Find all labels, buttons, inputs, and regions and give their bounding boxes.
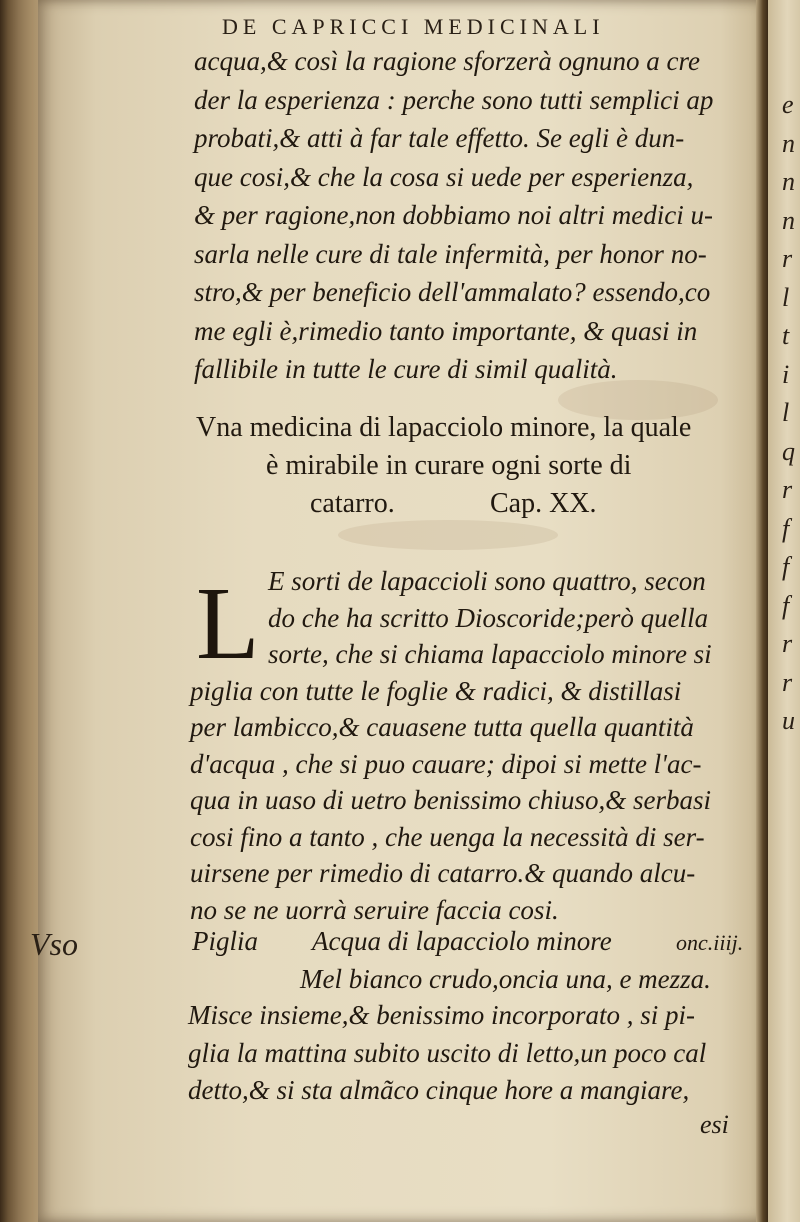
chapter-line-6: d'acqua , che si puo cauare; dipoi si mette l'ac- — [190, 748, 702, 779]
chapter-line-3: sorte, che si chiama lapacciolo minore si — [268, 639, 712, 669]
chapter-line-9: uirsene per rimedio di catarro.& quando alcu- — [190, 858, 696, 888]
drop-cap: L — [196, 566, 260, 681]
next-page-char: r — [782, 667, 793, 697]
next-page-char: r — [782, 244, 793, 273]
margin-note: Vso — [30, 926, 78, 962]
chapter-heading-line-2: è mirabile in curare ogni sorte di — [266, 450, 632, 481]
body-line-7: stro,& per beneficio dell'ammalato? essendo,co — [194, 277, 711, 307]
recipe-item-1-quantity: onc.iiij. — [676, 930, 744, 955]
chapter-line-8: cosi fino a tanto , che uenga la necessità di ser- — [190, 821, 705, 852]
next-page-char: t — [782, 321, 790, 350]
chapter-line-1: E sorti de lapaccioli sono quattro, secon — [268, 566, 706, 596]
next-page-char: q — [782, 436, 795, 466]
chapter-heading-line-3: catarro. — [310, 488, 395, 519]
body-line-8: me egli è,rimedio tanto importante, & quasi in — [194, 315, 698, 346]
body-line-2: der la esperienza : perche sono tutti semplici ap — [194, 84, 714, 115]
recipe-piglia: Piglia — [192, 926, 258, 956]
body-line-9: fallibile in tutte le cure di simil qualità. — [194, 354, 618, 384]
book-left-edge — [0, 0, 42, 1222]
next-page-char: f — [782, 590, 790, 620]
next-page-edge — [768, 0, 800, 1222]
chapter-line-10: no se ne uorrà seruire faccia cosi. — [190, 894, 559, 925]
closing-line-2: glia la mattina subito uscito di letto,un poco cal — [188, 1037, 707, 1068]
next-page-char: l — [782, 398, 790, 427]
next-page-char: r — [782, 475, 793, 504]
chapter-line-7: qua in uaso di uetro benissimo chiuso,& serbasi — [190, 785, 712, 815]
body-line-3: probati,& atti à far tale effetto. Se egli è dun- — [194, 123, 685, 153]
next-page-char: l — [782, 282, 790, 312]
catchword: esi — [700, 1110, 729, 1139]
closing-line-1: Misce insieme,& benissimo incorporato , si pi- — [188, 1000, 695, 1030]
paper-stain — [338, 520, 558, 550]
chapter-number: Cap. XX. — [490, 488, 597, 519]
chapter-line-4: piglia con tutte le foglie & radici, & distillasi — [190, 675, 682, 706]
body-line-4: que cosi,& che la cosa si uede per esperienza, — [194, 161, 694, 192]
next-page-char: r — [782, 629, 793, 658]
chapter-line-5: per lambicco,& cauasene tutta quella quantità — [190, 712, 694, 742]
next-page-char: u — [782, 706, 795, 735]
body-line-6: sarla nelle cure di tale infermità, per honor no- — [194, 238, 707, 269]
chapter-heading-line-1: Vna medicina di lapacciolo minore, la quale — [196, 412, 692, 443]
recipe-item-2: Mel bianco crudo,oncia una, e mezza. — [300, 964, 711, 994]
recipe-item-1: Acqua di lapacciolo minore — [312, 926, 612, 956]
next-page-char: i — [782, 359, 790, 389]
next-page-char: e — [782, 90, 794, 119]
body-line-1: acqua,& così la ragione sforzerà ognuno a cre — [194, 46, 700, 76]
next-page-char: f — [782, 552, 790, 581]
next-page-char: f — [782, 513, 790, 543]
body-line-5: & per ragione,non dobbiamo noi altri medici u- — [194, 200, 713, 230]
chapter-line-2: do che ha scritto Dioscoride;però quella — [268, 602, 709, 633]
next-page-char: n — [782, 128, 795, 158]
next-page-char: n — [782, 205, 795, 235]
running-head: DE CAPRICCI MEDICINALI — [222, 14, 605, 39]
next-page-char: n — [782, 167, 795, 196]
closing-line-3: detto,& si sta almãco cinque hore a mangiare, — [188, 1075, 690, 1105]
